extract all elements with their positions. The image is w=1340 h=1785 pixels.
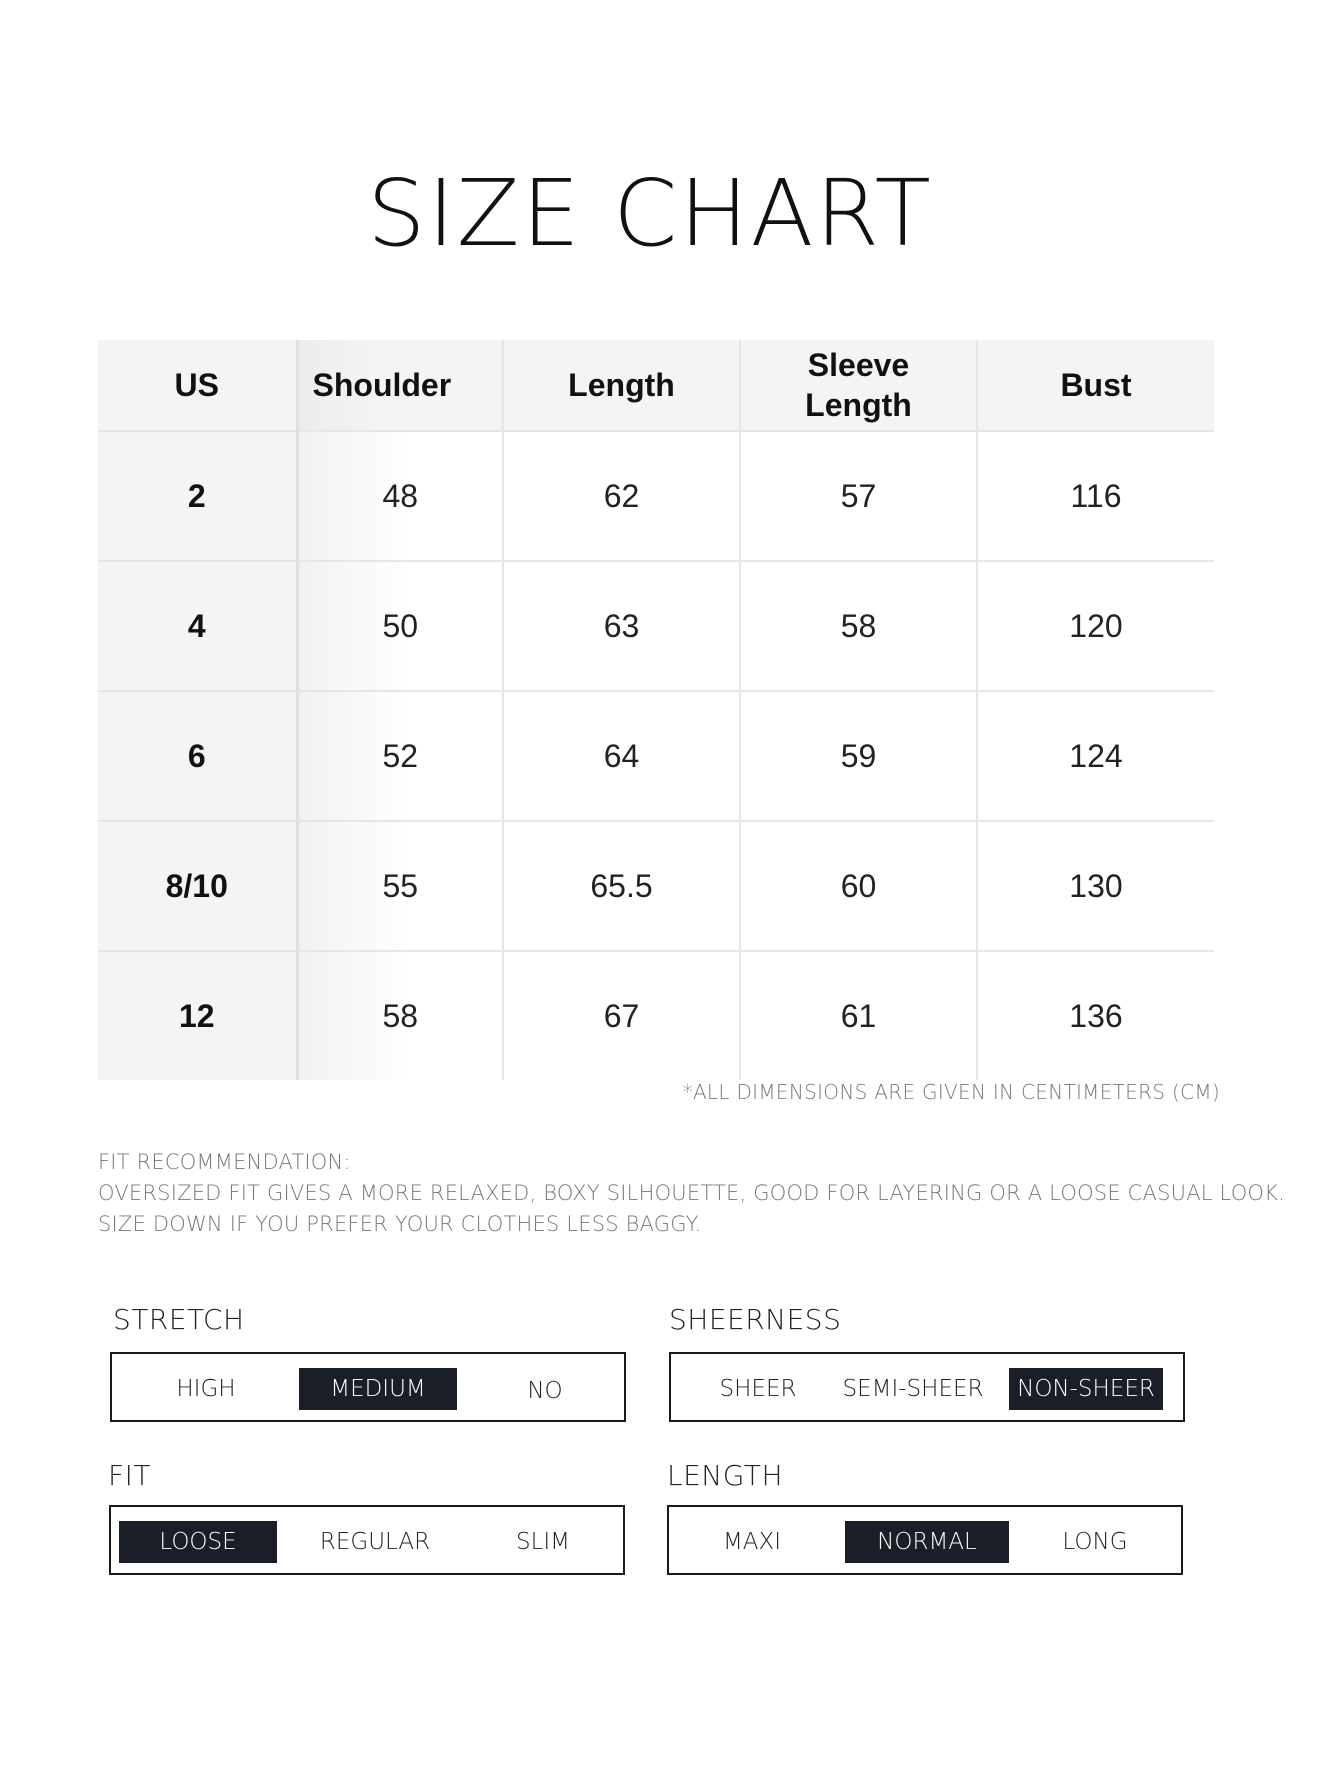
- fit-option-slim: SLIM: [515, 1529, 571, 1555]
- table-row: [98, 951, 1214, 1080]
- sheerness-option-non-sheer: NON-SHEER: [1009, 1368, 1163, 1410]
- cell-shoulder: 55: [297, 821, 503, 951]
- cell-sleeve-length: 59: [740, 691, 977, 821]
- fit-recommendation-line: OVERSIZED FIT GIVES A MORE RELAXED, BOXY SILHOUETTE, GOOD FOR LAYERING OR A LOOSE CASUAL LOOK.: [98, 1181, 1285, 1205]
- cell-sleeve-length: 61: [740, 951, 977, 1080]
- cell-sleeve-length: 58: [740, 561, 977, 691]
- column-header-us: US: [98, 340, 297, 431]
- sleeve-length-header-text: Sleeve Length: [805, 347, 912, 423]
- fit-selector: [109, 1505, 625, 1575]
- cell-bust: 116: [977, 431, 1214, 561]
- page-title: SIZE CHART: [367, 160, 933, 267]
- cell-shoulder: 52: [297, 691, 503, 821]
- length-selector: [667, 1505, 1183, 1575]
- length-option-normal: NORMAL: [845, 1521, 1009, 1563]
- length-label: LENGTH: [667, 1459, 784, 1492]
- table-row: [98, 561, 1214, 691]
- cell-us: 2: [98, 431, 297, 561]
- sheerness-selector: [669, 1352, 1185, 1422]
- cell-shoulder: 50: [297, 561, 503, 691]
- table-header-row: [98, 340, 1214, 431]
- cell-sleeve-length: 60: [740, 821, 977, 951]
- sheerness-option-sheer: SHEER: [719, 1376, 797, 1402]
- stretch-option-high: HIGH: [176, 1376, 236, 1402]
- cell-shoulder: 58: [297, 951, 503, 1080]
- column-header-bust: Bust: [977, 340, 1214, 431]
- cell-us: 8/10: [98, 821, 297, 951]
- cell-shoulder: 48: [297, 431, 503, 561]
- cell-length: 63: [503, 561, 740, 691]
- cell-length: 65.5: [503, 821, 740, 951]
- cell-bust: 136: [1069, 997, 1123, 1034]
- column-header-length: Length: [503, 340, 740, 431]
- stretch-option-no: NO: [527, 1378, 563, 1404]
- stretch-selector: [110, 1352, 626, 1422]
- cell-sleeve-length: 57: [740, 431, 977, 561]
- cell-us: 12: [98, 951, 297, 1080]
- column-header-shoulder: Shoulder: [297, 340, 503, 431]
- stretch-label: STRETCH: [113, 1303, 245, 1336]
- sheerness-label: SHEERNESS: [669, 1303, 842, 1336]
- cell-length: 67: [503, 951, 740, 1080]
- fit-option-regular: REGULAR: [319, 1529, 431, 1555]
- cell-length: 62: [503, 431, 740, 561]
- fit-option-loose: LOOSE: [119, 1521, 277, 1563]
- column-header-sleeve-length: [740, 340, 977, 431]
- size-table: [98, 340, 1214, 1080]
- cell-bust: 130: [977, 821, 1214, 951]
- fit-recommendation: [98, 1147, 1285, 1240]
- fit-recommendation-heading: FIT RECOMMENDATION:: [98, 1150, 351, 1174]
- cell-us: 4: [98, 561, 297, 691]
- table-row: [98, 821, 1214, 951]
- table-row: [98, 691, 1214, 821]
- length-option-maxi: MAXI: [722, 1529, 782, 1555]
- length-option-long: LONG: [1062, 1529, 1128, 1555]
- stretch-option-medium: MEDIUM: [299, 1368, 457, 1410]
- table-row: [98, 431, 1214, 561]
- fit-label: FIT: [108, 1459, 151, 1492]
- units-note: *ALL DIMENSIONS ARE GIVEN IN CENTIMETERS (CM): [682, 1080, 1220, 1104]
- cell-bust: 120: [977, 561, 1214, 691]
- fit-recommendation-line: SIZE DOWN IF YOU PREFER YOUR CLOTHES LESS BAGGY.: [98, 1212, 702, 1236]
- sheerness-option-semi-sheer: SEMI-SHEER: [842, 1376, 984, 1402]
- cell-us: 6: [98, 691, 297, 821]
- cell-length: 64: [503, 691, 740, 821]
- cell-bust: 124: [977, 691, 1214, 821]
